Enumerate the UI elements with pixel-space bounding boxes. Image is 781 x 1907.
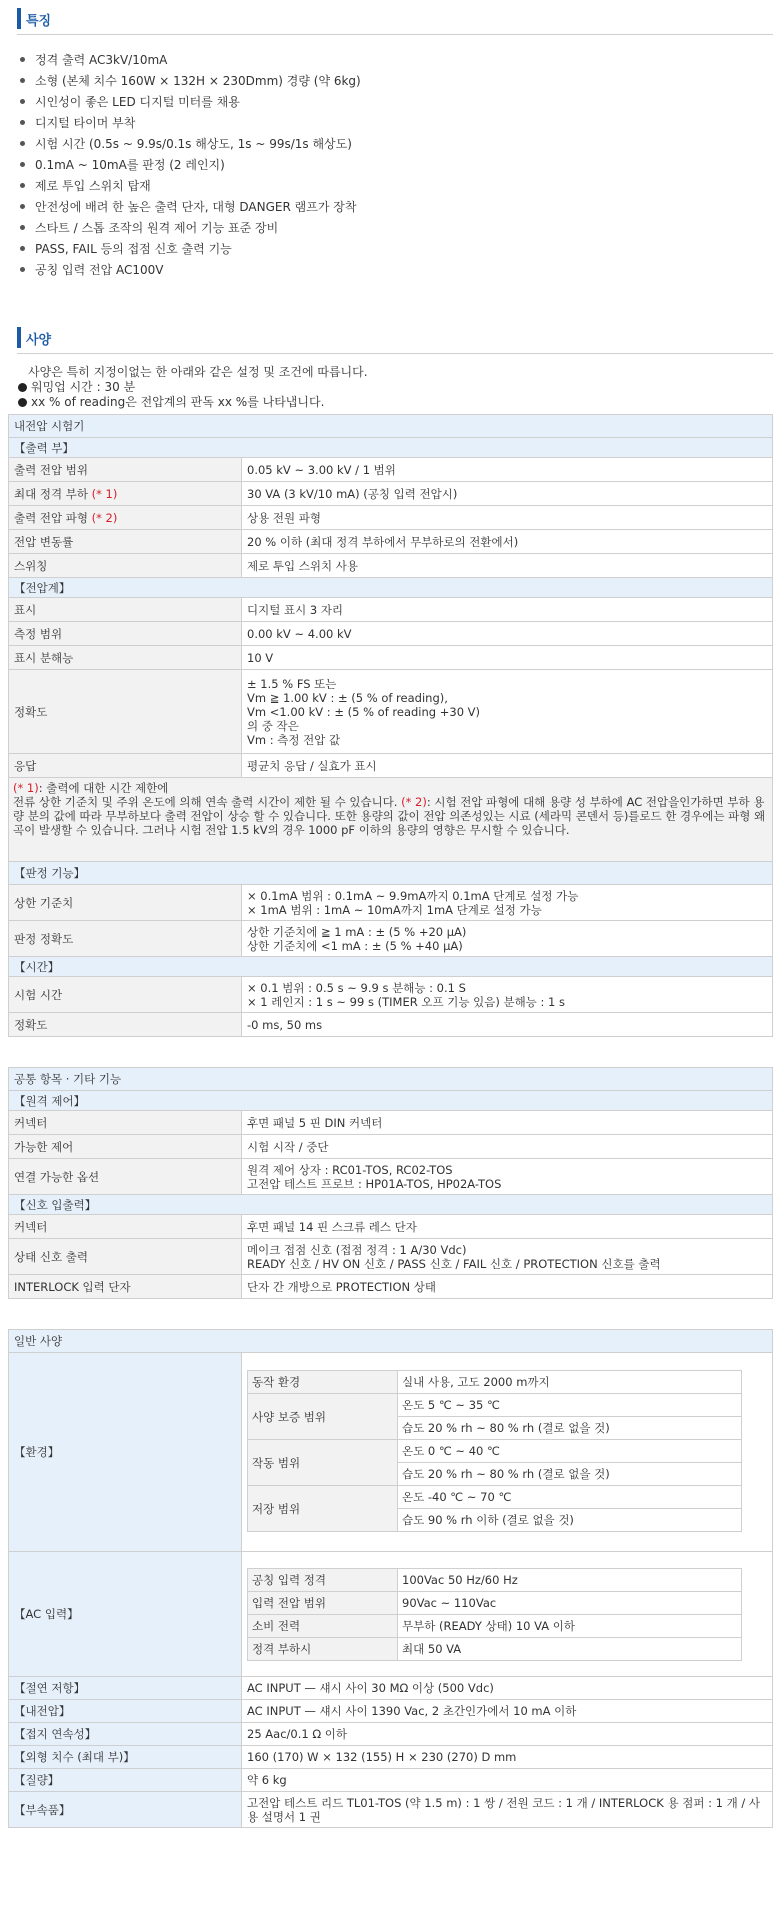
row-value: 0.05 kV ~ 3.00 kV / 1 범위 (242, 458, 773, 482)
row-value: 상용 전원 파형 (242, 506, 773, 530)
group-output: 【출력 부】 (9, 438, 773, 458)
inner-value: 100Vac 50 Hz/60 Hz (398, 1568, 742, 1591)
row-label: 출력 전압 범위 (9, 458, 242, 482)
row-value: 시험 시작 / 중단 (242, 1135, 773, 1159)
inner-value: 90Vac ~ 110Vac (398, 1591, 742, 1614)
row-value: 10 V (242, 646, 773, 670)
feature-item: 시인성이 좋은 LED 디지털 미터를 채용 (18, 92, 773, 113)
ac-input-table (247, 1568, 742, 1661)
bullet-circle-icon (18, 398, 27, 407)
row-value: 제로 투입 스위치 사용 (242, 554, 773, 578)
inner-label: 사양 보증 범위 (248, 1394, 398, 1440)
row-label: INTERLOCK 입력 단자 (9, 1275, 242, 1299)
inner-value: 온도 5 ℃ ~ 35 ℃ (398, 1394, 742, 1417)
feature-item: 정격 출력 AC3kV/10mA (18, 50, 773, 71)
row-value: 상한 기준치에 ≧ 1 mA : ± (5 % +20 μA) 상한 기준치에 <1 mA : ± (5 % +40 μA) (242, 921, 773, 957)
row-value: 30 VA (3 kV/10 mA) (공칭 입력 전압시) (242, 482, 773, 506)
inner-value: 온도 -40 ℃ ~ 70 ℃ (398, 1486, 742, 1509)
specs-intro (8, 355, 773, 410)
row-label: 출력 전압 파형 (* 2) (9, 506, 242, 530)
inner-value: 습도 20 % rh ~ 80 % rh (결로 없을 것) (398, 1417, 742, 1440)
bullet-icon (20, 225, 25, 230)
group-remote: 【원격 제어】 (9, 1091, 773, 1111)
features-list (8, 50, 773, 281)
row-value: 평균치 응답 / 실효가 표시 (242, 754, 773, 778)
row-value: 단자 간 개방으로 PROTECTION 상태 (242, 1275, 773, 1299)
general-specs-table (8, 1329, 773, 1828)
row-label: 표시 (9, 598, 242, 622)
bullet-icon (20, 120, 25, 125)
heading-divider (17, 34, 773, 35)
inner-label: 공칭 입력 정격 (248, 1568, 398, 1591)
row-value: × 0.1mA 범위 : 0.1mA ~ 9.9mA까지 0.1mA 단계로 설정 가능 × 1mA 범위 : 1mA ~ 10mA까지 1mA 단계로 설정 가능 (242, 885, 773, 921)
row-value: 약 6 kg (242, 1769, 773, 1792)
inner-value: 무부하 (READY 상태) 10 VA 이하 (398, 1614, 742, 1637)
feature-item: PASS, FAIL 등의 접점 신호 출력 기능 (18, 239, 773, 260)
row-label: 전압 변동률 (9, 530, 242, 554)
environment-cell (242, 1353, 773, 1552)
group-judgement: 【판정 기능】 (9, 862, 773, 885)
common-functions-table (8, 1067, 773, 1299)
group-voltmeter: 【전압계】 (9, 578, 773, 598)
inner-label: 저장 범위 (248, 1486, 398, 1532)
footnotes: (* 1): 출력에 대한 시간 제한에 전류 상한 기준치 및 주위 온도에 의해 연속 출력 시간이 제한 될 수 있습니다. (* 2): 시험 전압 파형에 대해 용량 성 부하에 AC 전압을인가하면 부하 용량 분의 값에 따라 무부하보다 출력 전압이 상승 할 수 있습니다. 또한 용량의 값이 전압 의존성있는 시료 (세라믹 콘덴서 등)를로드 한 경우에는 파형 왜곡이 발생할 수 있습니다. 그러나 시험 전압 1.5 kV의 경우 1000 pF 이하의 용량의 영향은 무시할 수 있습니다. (9, 778, 773, 862)
bullet-icon (20, 78, 25, 83)
row-label: 정확도 (9, 1013, 242, 1037)
row-label: 시험 시간 (9, 977, 242, 1013)
row-label: 【절연 저항】 (9, 1677, 242, 1700)
row-value: ± 1.5 % FS 또는 Vm ≧ 1.00 kV : ± (5 % of reading), Vm <1.00 kV : ± (5 % of reading +30 V) 의 중 작은 Vm : 측정 전압 값 (242, 670, 773, 754)
row-label: 정확도 (9, 670, 242, 754)
row-label: 커넥터 (9, 1215, 242, 1239)
inner-value: 습도 90 % rh 이하 (결로 없을 것) (398, 1509, 742, 1532)
row-label: 【접지 연속성】 (9, 1723, 242, 1746)
note-marker: (* 1) (13, 781, 39, 795)
row-value: 디지털 표시 3 자리 (242, 598, 773, 622)
bullet-icon (20, 162, 25, 167)
row-value: 25 Aac/0.1 Ω 이하 (242, 1723, 773, 1746)
row-label: 커넥터 (9, 1111, 242, 1135)
row-label: 표시 분해능 (9, 646, 242, 670)
intro-line: 워밍업 시간 : 30 분 (18, 380, 773, 395)
row-label: 스위칭 (9, 554, 242, 578)
row-label: 【부속품】 (9, 1792, 242, 1828)
feature-item: 안전성에 배려 한 높은 출력 단자, 대형 DANGER 램프가 장착 (18, 197, 773, 218)
heading-divider (17, 353, 773, 354)
bullet-icon (20, 204, 25, 209)
feature-item: 소형 (본체 치수 160W × 132H × 230Dmm) 경량 (약 6kg) (18, 71, 773, 92)
row-value: 고전압 테스트 리드 TL01-TOS (약 1.5 m) : 1 쌍 / 전원 코드 : 1 개 / INTERLOCK 용 점퍼 : 1 개 / 사용 설명서 1 권 (242, 1792, 773, 1828)
inner-value: 습도 20 % rh ~ 80 % rh (결로 없을 것) (398, 1463, 742, 1486)
bullet-icon (20, 57, 25, 62)
note-marker: (* 1) (91, 486, 118, 501)
features-heading (8, 0, 773, 36)
row-label: 판정 정확도 (9, 921, 242, 957)
row-value: 메이크 접점 신호 (접점 정격 : 1 A/30 Vdc) READY 신호 / HV ON 신호 / PASS 신호 / FAIL 신호 / PROTECTION 신호를 출력 (242, 1239, 773, 1275)
ac-input-cell (242, 1552, 773, 1677)
row-label: 【내전압】 (9, 1700, 242, 1723)
bullet-icon (20, 99, 25, 104)
group-time: 【시간】 (9, 957, 773, 977)
bullet-icon (20, 141, 25, 146)
features-title: 특징 (26, 14, 52, 29)
row-value: 0.00 kV ~ 4.00 kV (242, 622, 773, 646)
inner-value: 실내 사용, 고도 2000 m까지 (398, 1371, 742, 1394)
row-label: 측정 범위 (9, 622, 242, 646)
environment-table (247, 1370, 742, 1532)
intro-line: 사양은 특히 지정이없는 한 아래와 같은 설정 및 조건에 따릅니다. (28, 365, 368, 379)
row-label: 【외형 치수 (최대 부)】 (9, 1746, 242, 1769)
table-header: 일반 사양 (9, 1330, 773, 1353)
feature-item: 디지털 타이머 부착 (18, 113, 773, 134)
feature-item: 제로 투입 스위치 탑재 (18, 176, 773, 197)
row-value: × 0.1 범위 : 0.5 s ~ 9.9 s 분해능 : 0.1 S × 1 레인지 : 1 s ~ 99 s (TIMER 오프 기능 있음) 분해능 : 1 s (242, 977, 773, 1013)
bullet-circle-icon (18, 383, 27, 392)
row-label: 상한 기준치 (9, 885, 242, 921)
table-header: 내전압 시험기 (9, 415, 773, 438)
note-marker: (* 2) (401, 795, 427, 809)
feature-item: 공칭 입력 전압 AC100V (18, 260, 773, 281)
feature-item: 0.1mA ~ 10mA를 판정 (2 레인지) (18, 155, 773, 176)
note-marker: (* 2) (91, 510, 118, 525)
row-value: -0 ms, 50 ms (242, 1013, 773, 1037)
bullet-icon (20, 246, 25, 251)
group-environment: 【환경】 (9, 1353, 242, 1552)
row-label: 【질량】 (9, 1769, 242, 1792)
feature-item: 스타트 / 스톱 조작의 원격 제어 기능 표준 장비 (18, 218, 773, 239)
inner-label: 동작 환경 (248, 1371, 398, 1394)
specs-title: 사양 (26, 333, 52, 348)
inner-label: 작동 범위 (248, 1440, 398, 1486)
inner-label: 입력 전압 범위 (248, 1591, 398, 1614)
bullet-icon (20, 267, 25, 272)
row-label: 가능한 제어 (9, 1135, 242, 1159)
row-label: 상태 신호 출력 (9, 1239, 242, 1275)
intro-line: xx % of reading은 전압계의 판독 xx %를 나타냅니다. (18, 395, 773, 410)
inner-label: 소비 전력 (248, 1614, 398, 1637)
inner-value: 최대 50 VA (398, 1637, 742, 1660)
inner-label: 정격 부하시 (248, 1637, 398, 1660)
group-signal-io: 【신호 입출력】 (9, 1195, 773, 1215)
table-header: 공통 항목 · 기타 기능 (9, 1068, 773, 1091)
row-value: 후면 패널 5 핀 DIN 커넥터 (242, 1111, 773, 1135)
inner-value: 온도 0 ℃ ~ 40 ℃ (398, 1440, 742, 1463)
withstand-tester-table (8, 414, 773, 1037)
bullet-icon (20, 183, 25, 188)
row-value: 후면 패널 14 핀 스크류 레스 단자 (242, 1215, 773, 1239)
row-label: 최대 정격 부하 (* 1) (9, 482, 242, 506)
specs-heading (8, 319, 773, 355)
heading-bar (17, 327, 21, 348)
heading-bar (17, 8, 21, 29)
group-ac-input: 【AC 입력】 (9, 1552, 242, 1677)
feature-item: 시험 시간 (0.5s ~ 9.9s/0.1s 해상도, 1s ~ 99s/1s 해상도) (18, 134, 773, 155)
row-value: 20 % 이하 (최대 정격 부하에서 무부하로의 전환에서) (242, 530, 773, 554)
row-label: 연결 가능한 옵션 (9, 1159, 242, 1195)
row-value: AC INPUT — 섀시 사이 1390 Vac, 2 초간인가에서 10 mA 이하 (242, 1700, 773, 1723)
row-value: AC INPUT — 섀시 사이 30 MΩ 이상 (500 Vdc) (242, 1677, 773, 1700)
row-label: 응답 (9, 754, 242, 778)
row-value: 160 (170) W × 132 (155) H × 230 (270) D mm (242, 1746, 773, 1769)
row-value: 원격 제어 상자 : RC01-TOS, RC02-TOS 고전압 테스트 프로브 : HP01A-TOS, HP02A-TOS (242, 1159, 773, 1195)
